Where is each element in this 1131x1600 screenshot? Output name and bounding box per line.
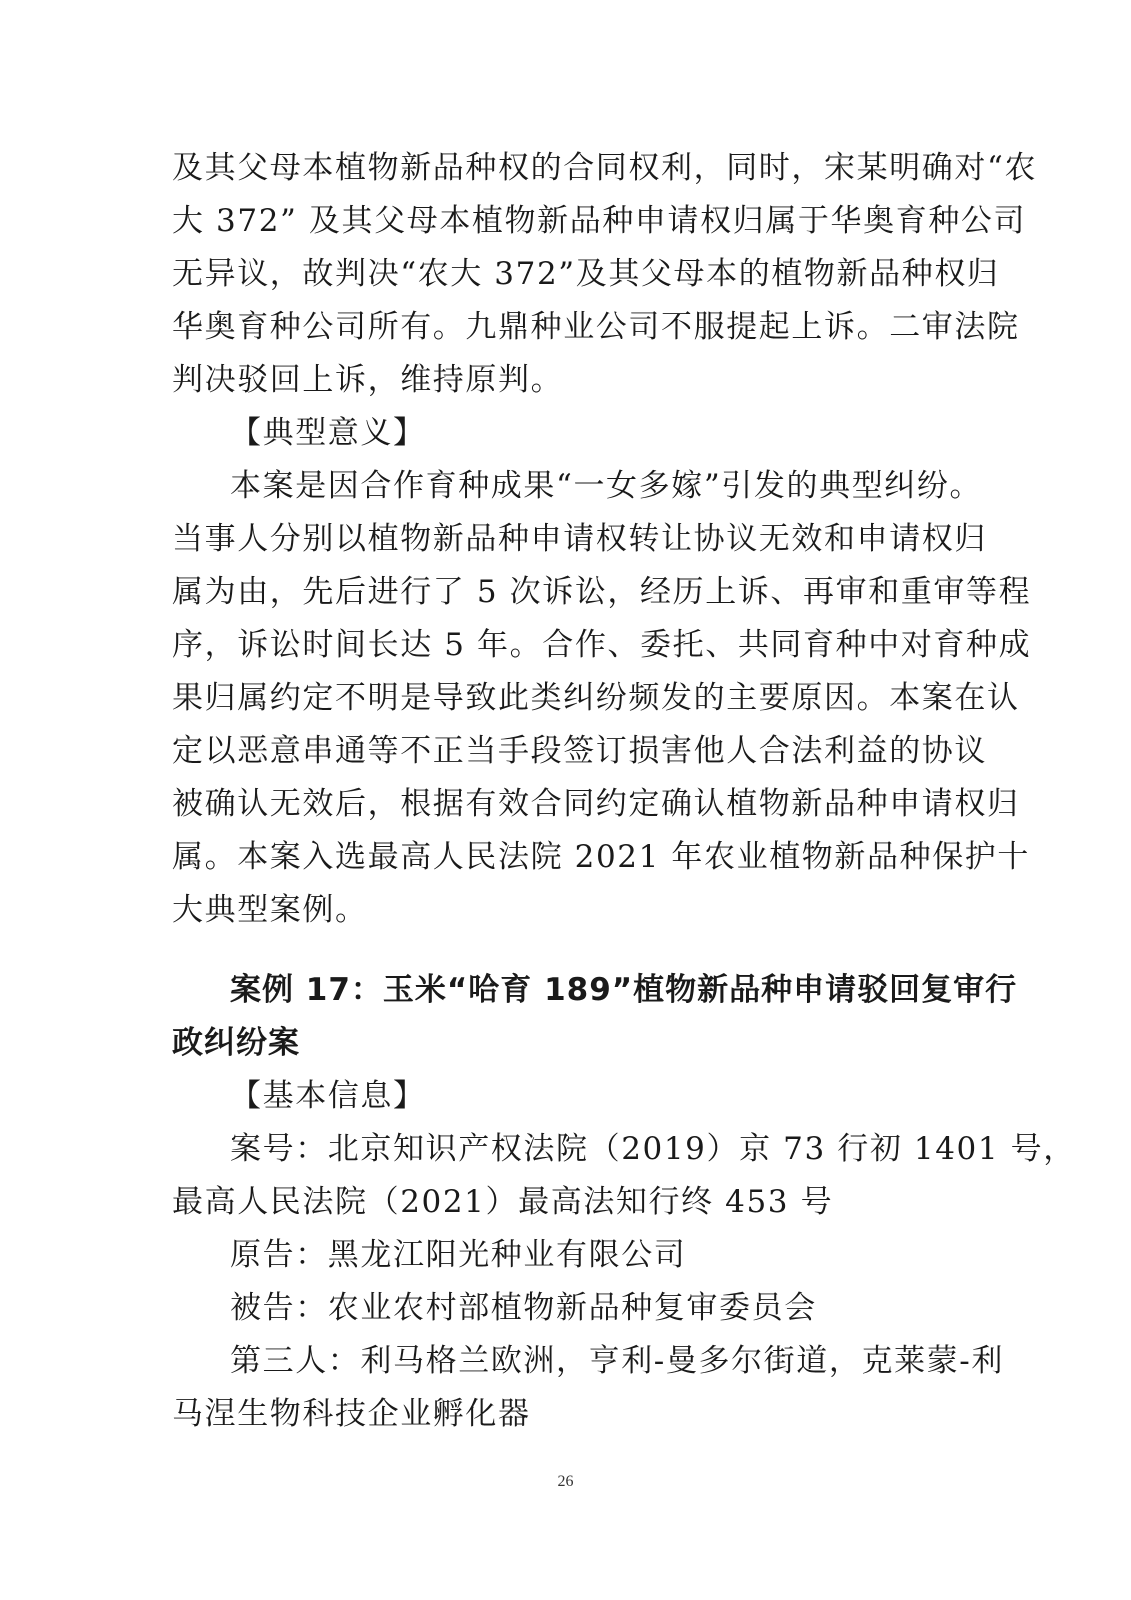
- paragraph-line: 当事人分别以植物新品种申请权转让协议无效和申请权归: [172, 521, 987, 557]
- plaintiff-line: 原告：黑龙江阳光种业有限公司: [230, 1237, 687, 1273]
- defendant-line: 被告：农业农村部植物新品种复审委员会: [230, 1290, 817, 1326]
- paragraph-line: 被确认无效后，根据有效合同约定确认植物新品种申请权归: [172, 786, 1020, 822]
- section-heading-significance: 【典型意义】: [230, 415, 426, 451]
- paragraph-line: 无异议，故判决“农大 372”及其父母本的植物新品种权归: [172, 256, 1000, 292]
- case-title: 案例 17：玉米“哈育 189”植物新品种申请驳回复审行: [230, 972, 1018, 1008]
- paragraph-line: 判决驳回上诉，维持原判。: [172, 362, 564, 398]
- case-number-line: 案号：北京知识产权法院（2019）京 73 行初 1401 号，: [230, 1131, 1076, 1167]
- case-title-continued: 政纠纷案: [172, 1025, 300, 1061]
- paragraph-line: 果归属约定不明是导致此类纠纷频发的主要原因。本案在认: [172, 680, 1020, 716]
- paragraph-line: 华奥育种公司所有。九鼎种业公司不服提起上诉。二审法院: [172, 309, 1020, 345]
- case-number-line: 最高人民法院（2021）最高法知行终 453 号: [172, 1184, 834, 1220]
- third-party-line: 马涅生物科技企业孵化器: [172, 1396, 531, 1432]
- page-number: 26: [557, 1473, 574, 1490]
- section-heading-basic-info: 【基本信息】: [230, 1078, 426, 1114]
- paragraph-line: 大 372” 及其父母本植物新品种申请权归属于华奥育种公司: [172, 203, 1027, 239]
- paragraph-line: 属。本案入选最高人民法院 2021 年农业植物新品种保护十: [172, 839, 1030, 875]
- paragraph-line: 定以恶意串通等不正当手段签订损害他人合法利益的协议: [172, 733, 987, 769]
- paragraph-line: 大典型案例。: [172, 892, 368, 928]
- paragraph-line: 序，诉讼时间长达 5 年。合作、委托、共同育种中对育种成: [172, 627, 1032, 663]
- paragraph-line: 属为由，先后进行了 5 次诉讼，经历上诉、再审和重审等程: [172, 574, 1032, 610]
- paragraph-line: 及其父母本植物新品种权的合同权利，同时，宋某明确对“农: [172, 150, 1038, 186]
- third-party-line: 第三人：利马格兰欧洲，亨利-曼多尔街道，克莱蒙-利: [230, 1343, 1004, 1379]
- paragraph-line: 本案是因合作育种成果“一女多嫁”引发的典型纠纷。: [230, 468, 983, 504]
